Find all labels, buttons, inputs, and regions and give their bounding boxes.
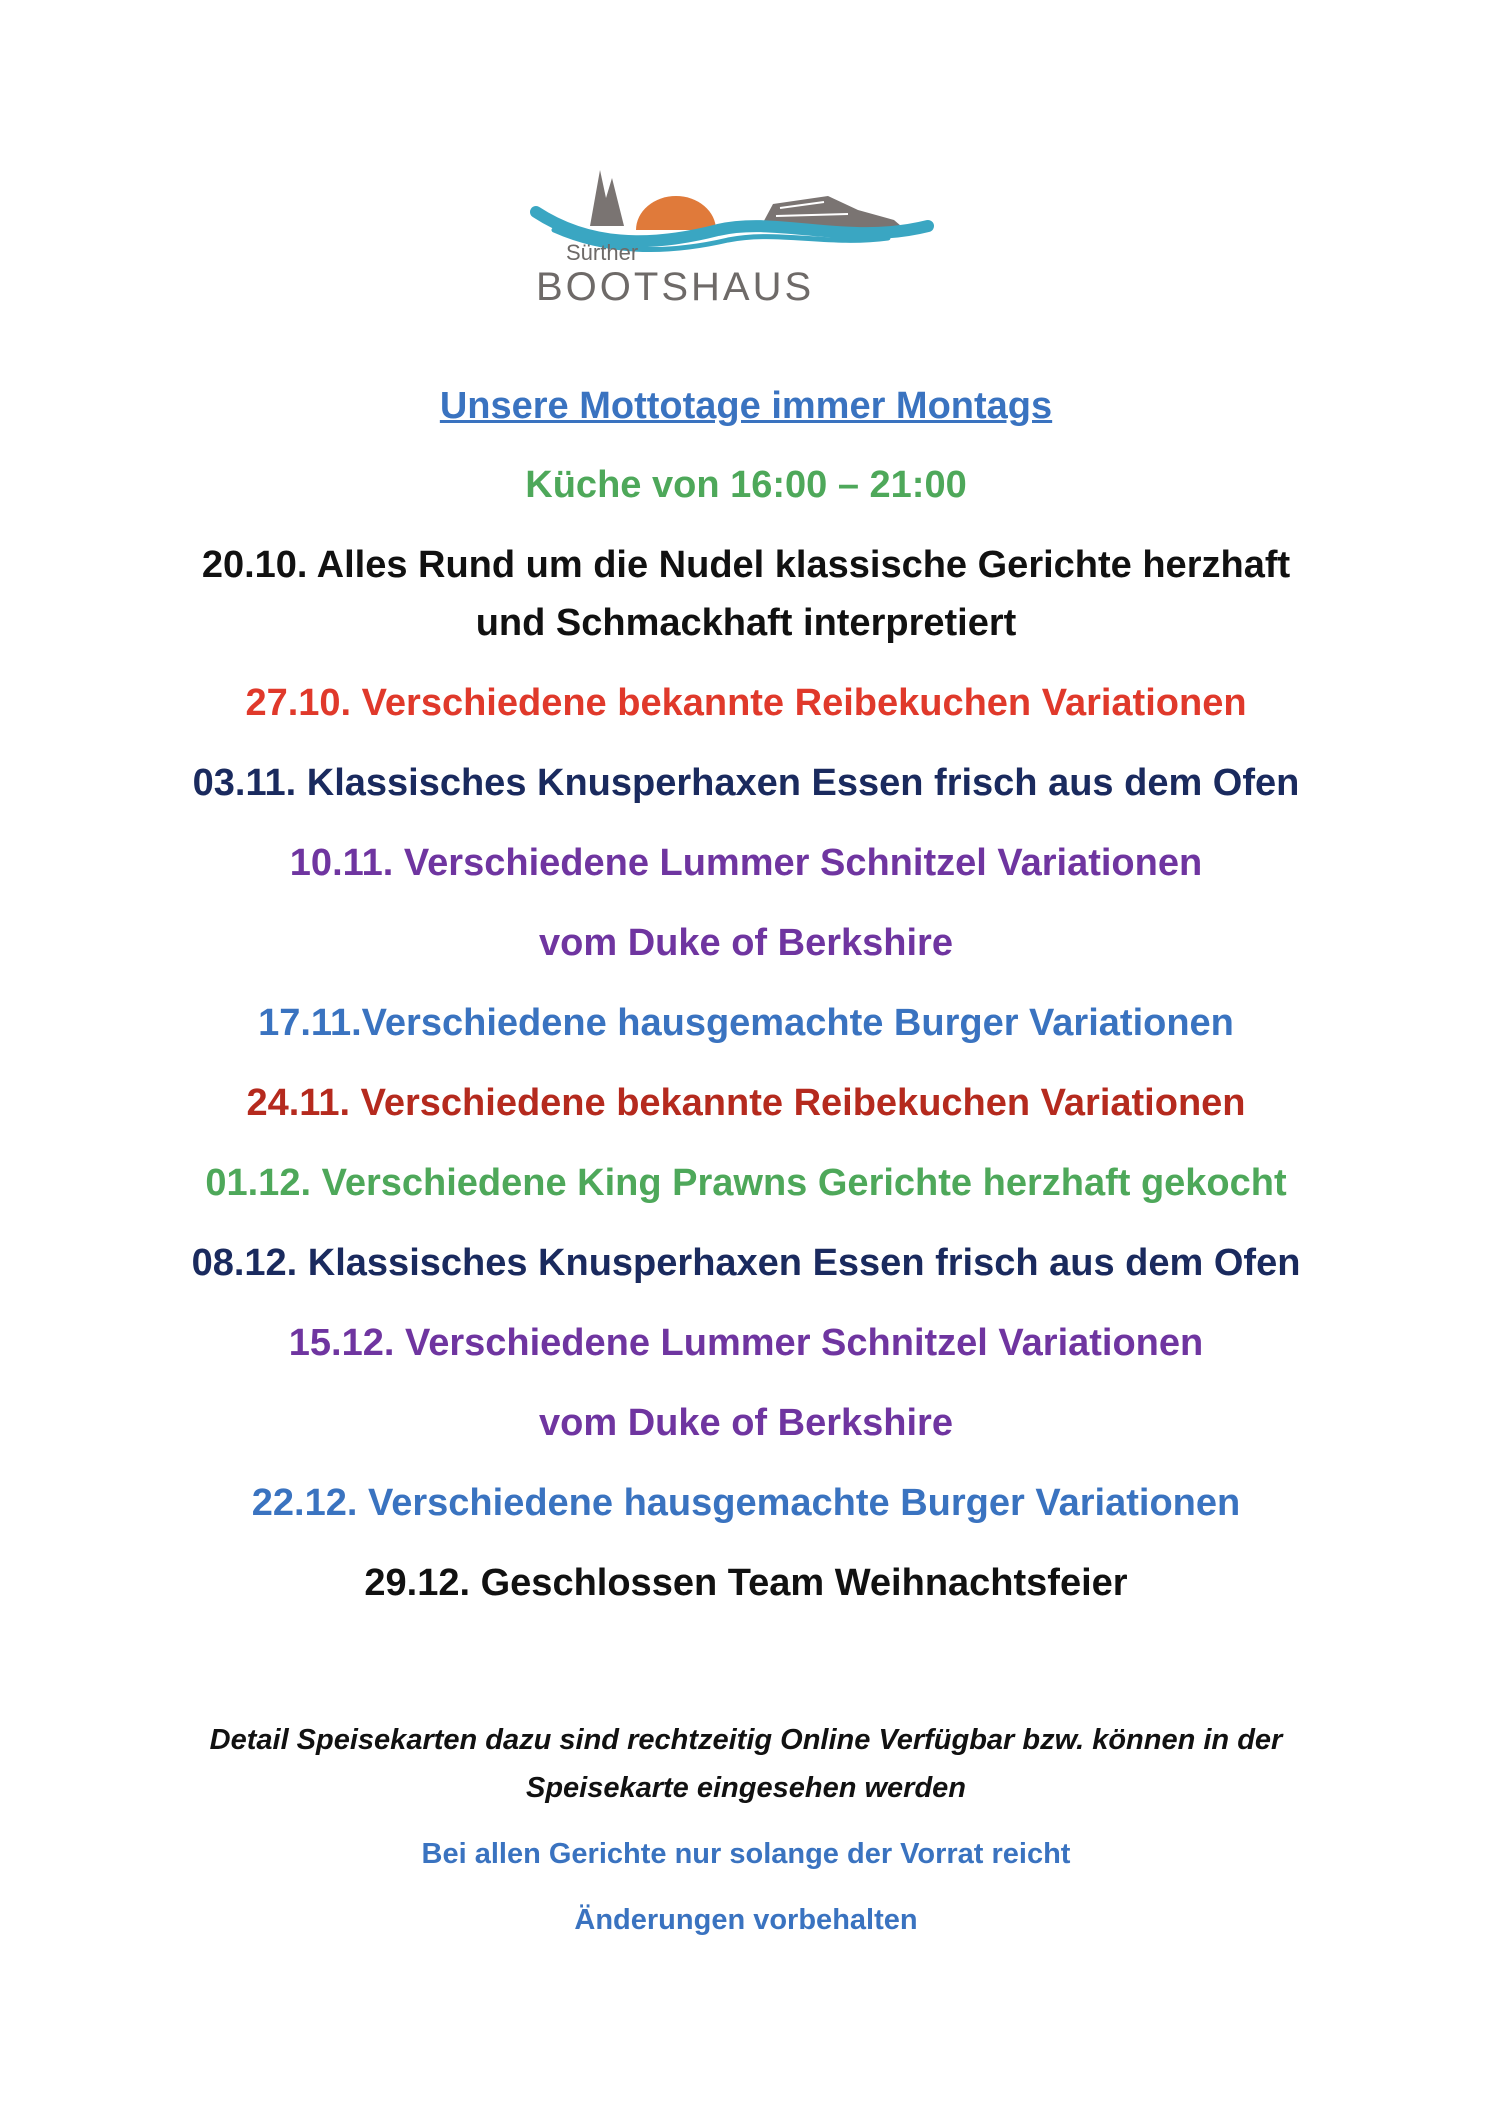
event-date: 29.12. (364, 1562, 471, 1604)
event-date: 17.11. (258, 1002, 362, 1044)
event-date: 20.10. (201, 544, 308, 586)
event-row (0, 1322, 1492, 1365)
event-text: Verschiedene Lummer Schnitzel Variationen (394, 1322, 1204, 1364)
kitchen-hours: Küche von 16:00 – 21:00 (525, 464, 967, 506)
church-icon (590, 170, 624, 226)
sun-icon (636, 196, 716, 230)
event-row (0, 1242, 1492, 1285)
event-date: 08.12. (191, 1242, 298, 1284)
event-row (0, 1082, 1492, 1125)
event-date: 22.12. (251, 1482, 358, 1524)
event-row (0, 682, 1492, 725)
bootshaus-logo (528, 168, 938, 308)
event-text: Alles Rund um die Nudel klassische Gerichte herzhaft (307, 544, 1291, 586)
event-text: Geschlossen Team Weihnachtsfeier (470, 1562, 1128, 1604)
event-row (0, 1162, 1492, 1205)
event-row-continuation: vom Duke of Berkshire (539, 922, 953, 964)
event-text: Verschiedene Lummer Schnitzel Variationen (393, 842, 1203, 884)
event-date: 24.11. (246, 1082, 351, 1124)
event-text: Verschiedene hausgemachte Burger Variationen (357, 1482, 1241, 1524)
footer-availability: Bei allen Gerichte nur solange der Vorrat reicht (421, 1838, 1071, 1870)
event-row-continuation: und Schmackhaft interpretiert (475, 602, 1017, 644)
event-text: Klassisches Knusperhaxen Essen frisch aus dem Ofen (297, 1242, 1301, 1284)
event-date: 15.12. (288, 1322, 395, 1364)
event-text: Verschiedene bekannte Reibekuchen Variationen (350, 1082, 1246, 1124)
event-text: Klassisches Knusperhaxen Essen frisch aus dem Ofen (296, 762, 1300, 804)
event-date: 01.12. (205, 1162, 312, 1204)
event-text: Verschiedene King Prawns Gerichte herzhaft gekocht (311, 1162, 1287, 1204)
logo-graphic (528, 168, 938, 308)
event-row-continuation: vom Duke of Berkshire (539, 1402, 953, 1444)
event-row (0, 544, 1492, 587)
event-text: Verschiedene hausgemachte Burger Variationen (361, 1002, 1234, 1044)
event-row (0, 842, 1492, 885)
event-row (0, 1002, 1492, 1045)
footer-note-line1: Detail Speisekarten dazu sind rechtzeitig Online Verfügbar bzw. können in der (209, 1724, 1283, 1756)
logo-line1: Sürther (566, 240, 639, 265)
event-row (0, 1482, 1492, 1525)
footer-changes: Änderungen vorbehalten (574, 1904, 918, 1936)
logo-line2: BOOTSHAUS (536, 265, 815, 308)
page-title: Unsere Mottotage immer Montags (439, 385, 1053, 427)
event-date: 27.10. (245, 682, 352, 724)
footer-note-line2: Speisekarte eingesehen werden (525, 1772, 967, 1804)
event-date: 03.11. (192, 762, 297, 804)
event-date: 10.11. (289, 842, 394, 884)
event-row (0, 762, 1492, 805)
event-text: Verschiedene bekannte Reibekuchen Variationen (351, 682, 1247, 724)
event-row (0, 1562, 1492, 1605)
